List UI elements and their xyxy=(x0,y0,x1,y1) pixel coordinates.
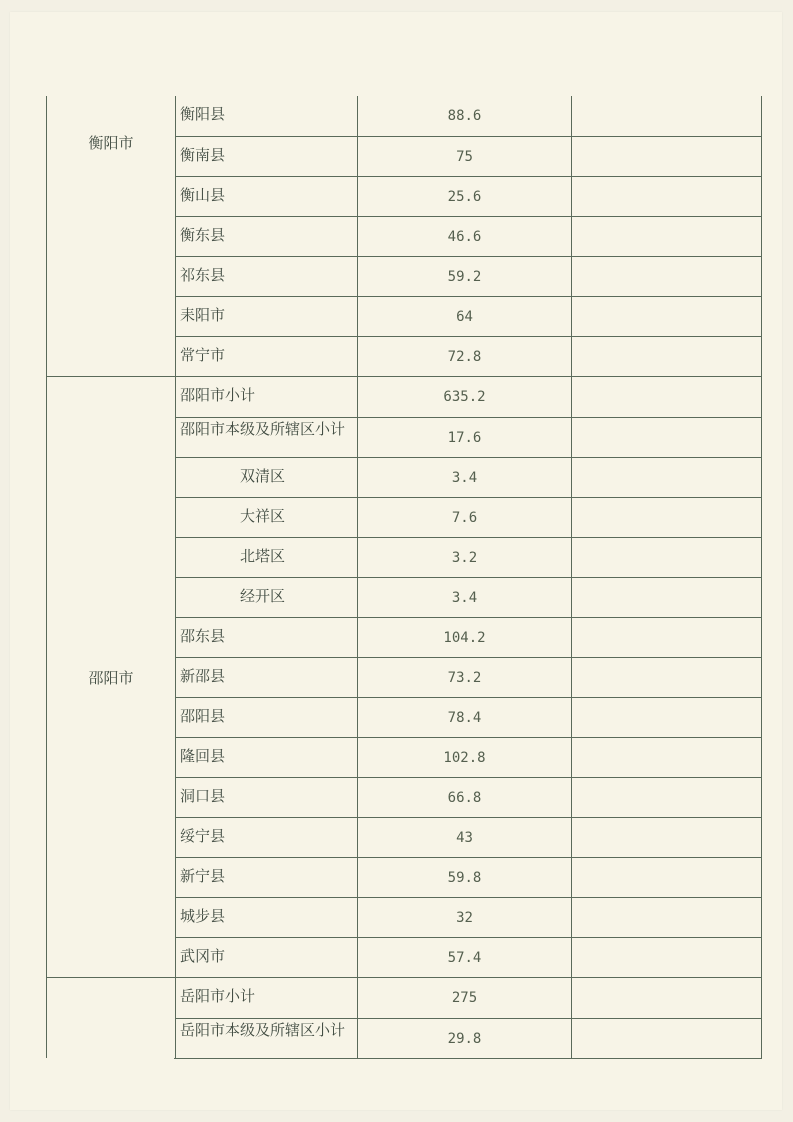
region-value: 3.4 xyxy=(358,578,572,617)
table-row xyxy=(176,377,762,417)
table-row xyxy=(176,577,762,617)
region-note xyxy=(572,458,762,497)
region-value: 17.6 xyxy=(358,418,572,457)
region-name: 常宁市 xyxy=(176,337,358,376)
region-name: 衡南县 xyxy=(176,137,358,176)
region-value: 78.4 xyxy=(358,698,572,737)
region-note xyxy=(572,498,762,537)
group-name-cell xyxy=(46,377,176,977)
region-value: 59.8 xyxy=(358,858,572,897)
region-name: 衡东县 xyxy=(176,217,358,256)
region-name: 岳阳市本级及所辖区小计 xyxy=(176,1019,358,1058)
region-value: 66.8 xyxy=(358,778,572,817)
region-value: 32 xyxy=(358,898,572,937)
region-value: 275 xyxy=(358,978,572,1018)
region-note xyxy=(572,658,762,697)
region-note xyxy=(572,418,762,457)
region-value: 73.2 xyxy=(358,658,572,697)
table-row xyxy=(176,497,762,537)
region-note xyxy=(572,137,762,176)
table-row xyxy=(176,336,762,376)
region-name: 邵阳市本级及所辖区小计 xyxy=(176,418,358,457)
table-row xyxy=(176,937,762,977)
region-note xyxy=(572,978,762,1018)
region-value: 57.4 xyxy=(358,938,572,977)
region-note xyxy=(572,938,762,977)
region-value: 75 xyxy=(358,137,572,176)
region-value: 29.8 xyxy=(358,1019,572,1058)
table-row xyxy=(176,417,762,457)
region-note xyxy=(572,858,762,897)
table-row xyxy=(176,216,762,256)
group-name: 衡阳市 xyxy=(88,134,134,152)
table-row xyxy=(176,176,762,216)
region-note xyxy=(572,578,762,617)
region-name: 新宁县 xyxy=(176,858,358,897)
table-row xyxy=(176,657,762,697)
region-name: 武冈市 xyxy=(176,938,358,977)
region-note xyxy=(572,377,762,417)
region-value: 25.6 xyxy=(358,177,572,216)
region-note xyxy=(572,698,762,737)
region-note xyxy=(572,778,762,817)
region-name: 城步县 xyxy=(176,898,358,937)
region-name: 双清区 xyxy=(176,458,358,497)
region-value: 46.6 xyxy=(358,217,572,256)
region-note xyxy=(572,337,762,376)
region-value: 635.2 xyxy=(358,377,572,417)
region-note xyxy=(572,818,762,857)
region-note xyxy=(572,177,762,216)
table-group-hengyang xyxy=(46,96,762,376)
table-row xyxy=(176,978,762,1018)
region-note xyxy=(572,96,762,136)
table-group-shaoyang xyxy=(46,376,762,977)
region-name: 北塔区 xyxy=(176,538,358,577)
table-row xyxy=(176,256,762,296)
region-value: 88.6 xyxy=(358,96,572,136)
group-name: 邵阳市 xyxy=(88,669,134,687)
region-name: 洞口县 xyxy=(176,778,358,817)
group-name-cell xyxy=(46,96,176,376)
region-note xyxy=(572,898,762,937)
table-row xyxy=(176,617,762,657)
region-name: 祁东县 xyxy=(176,257,358,296)
region-value: 64 xyxy=(358,297,572,336)
allocation-table xyxy=(46,96,762,1059)
table-group-yueyang xyxy=(46,977,762,1058)
region-value: 59.2 xyxy=(358,257,572,296)
region-name: 经开区 xyxy=(176,578,358,617)
region-value: 7.6 xyxy=(358,498,572,537)
table-bottom-border xyxy=(174,1058,762,1059)
region-note xyxy=(572,618,762,657)
table-row xyxy=(176,737,762,777)
region-name: 隆回县 xyxy=(176,738,358,777)
region-note xyxy=(572,217,762,256)
table-row xyxy=(176,777,762,817)
table-row xyxy=(176,457,762,497)
region-note xyxy=(572,538,762,577)
table-row xyxy=(176,897,762,937)
region-name: 绥宁县 xyxy=(176,818,358,857)
table-row xyxy=(176,96,762,136)
region-name: 新邵县 xyxy=(176,658,358,697)
table-row xyxy=(176,817,762,857)
region-name: 邵阳县 xyxy=(176,698,358,737)
region-name: 邵东县 xyxy=(176,618,358,657)
table-row xyxy=(176,1018,762,1058)
region-value: 3.2 xyxy=(358,538,572,577)
group-name-cell xyxy=(46,978,176,1058)
region-value: 43 xyxy=(358,818,572,857)
region-name: 岳阳市小计 xyxy=(176,978,358,1018)
region-name: 衡山县 xyxy=(176,177,358,216)
table-row xyxy=(176,136,762,176)
region-value: 72.8 xyxy=(358,337,572,376)
region-name: 耒阳市 xyxy=(176,297,358,336)
region-note xyxy=(572,297,762,336)
table-row xyxy=(176,857,762,897)
region-value: 3.4 xyxy=(358,458,572,497)
table-row xyxy=(176,537,762,577)
region-name: 大祥区 xyxy=(176,498,358,537)
region-value: 104.2 xyxy=(358,618,572,657)
region-value: 102.8 xyxy=(358,738,572,777)
table-row xyxy=(176,697,762,737)
region-note xyxy=(572,1019,762,1058)
region-note xyxy=(572,257,762,296)
region-note xyxy=(572,738,762,777)
table-row xyxy=(176,296,762,336)
region-name: 衡阳县 xyxy=(176,96,358,136)
region-name: 邵阳市小计 xyxy=(176,377,358,417)
document-page xyxy=(10,12,782,1110)
